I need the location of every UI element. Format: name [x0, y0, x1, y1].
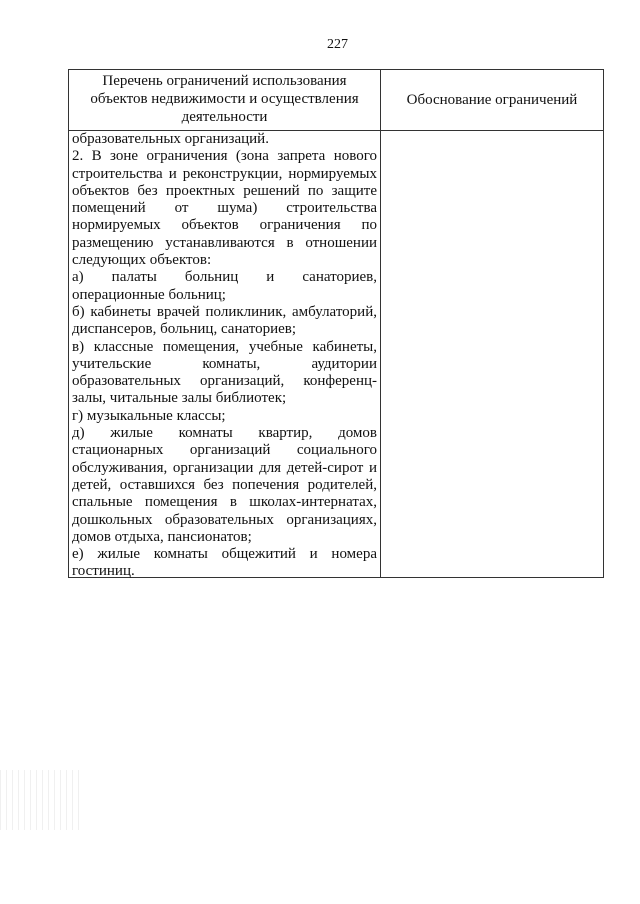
text-line: следующих объектов: — [72, 252, 212, 269]
scan-artifact — [0, 770, 80, 830]
text-line: строительства и реконструкции, нормируемых — [72, 165, 377, 182]
text-line: диспансеров, больниц, санаториев; — [72, 321, 297, 338]
text-line: стационарных организаций социального — [72, 442, 377, 459]
header-line: Перечень ограничений использования — [102, 73, 347, 89]
text-line: д) жилые комнаты квартир, домов — [72, 425, 377, 442]
text-line: 2. В зоне ограничения (зона запрета нового — [72, 148, 377, 165]
text-line: спальные помещения в школах-интернатах, — [72, 494, 377, 511]
text-line: г) музыкальные классы; — [72, 407, 226, 424]
header-line: объектов недвижимости и осуществления — [90, 91, 359, 107]
text-line: детей, оставшихся без попечения родителей, — [72, 476, 377, 493]
text-line: нормируемых объектов ограничения по — [72, 217, 377, 234]
text-line: домов отдыха, пансионатов; — [72, 528, 252, 545]
text-line: помещений от шума) строительства — [72, 200, 377, 217]
text-line: операционные больниц; — [72, 286, 226, 303]
text-line: объектов без проектных решений по защите — [72, 182, 377, 199]
text-line: гостиниц. — [72, 563, 135, 580]
text-line: залы, читальные залы библиотек; — [72, 390, 287, 407]
restrictions-cell — [72, 131, 377, 581]
text-line: обслуживания, организации для детей-сирот и — [72, 459, 377, 476]
header-justification: Обоснование ограничений — [406, 91, 578, 108]
text-line: дошкольных образовательных организациях, — [72, 511, 377, 528]
page-number: 227 — [327, 37, 348, 52]
text-line: образовательных организаций, конференц- — [72, 373, 377, 390]
header-restrictions-list — [69, 72, 380, 126]
text-line: б) кабинеты врачей поликлиник, амбулаторий, — [72, 303, 377, 320]
text-line: образовательных организаций. — [72, 131, 269, 147]
text-line: е) жилые комнаты общежитий и номера — [72, 546, 377, 563]
header-line: деятельности — [181, 109, 268, 125]
text-line: учительские комнаты, аудитории — [72, 355, 377, 372]
restrictions-table — [68, 69, 604, 578]
text-line: а) палаты больниц и санаториев, — [72, 269, 377, 286]
text-line: размещению устанавливаются в отношении — [72, 234, 377, 251]
column-divider — [380, 70, 381, 577]
text-line: в) классные помещения, учебные кабинеты, — [72, 338, 377, 355]
